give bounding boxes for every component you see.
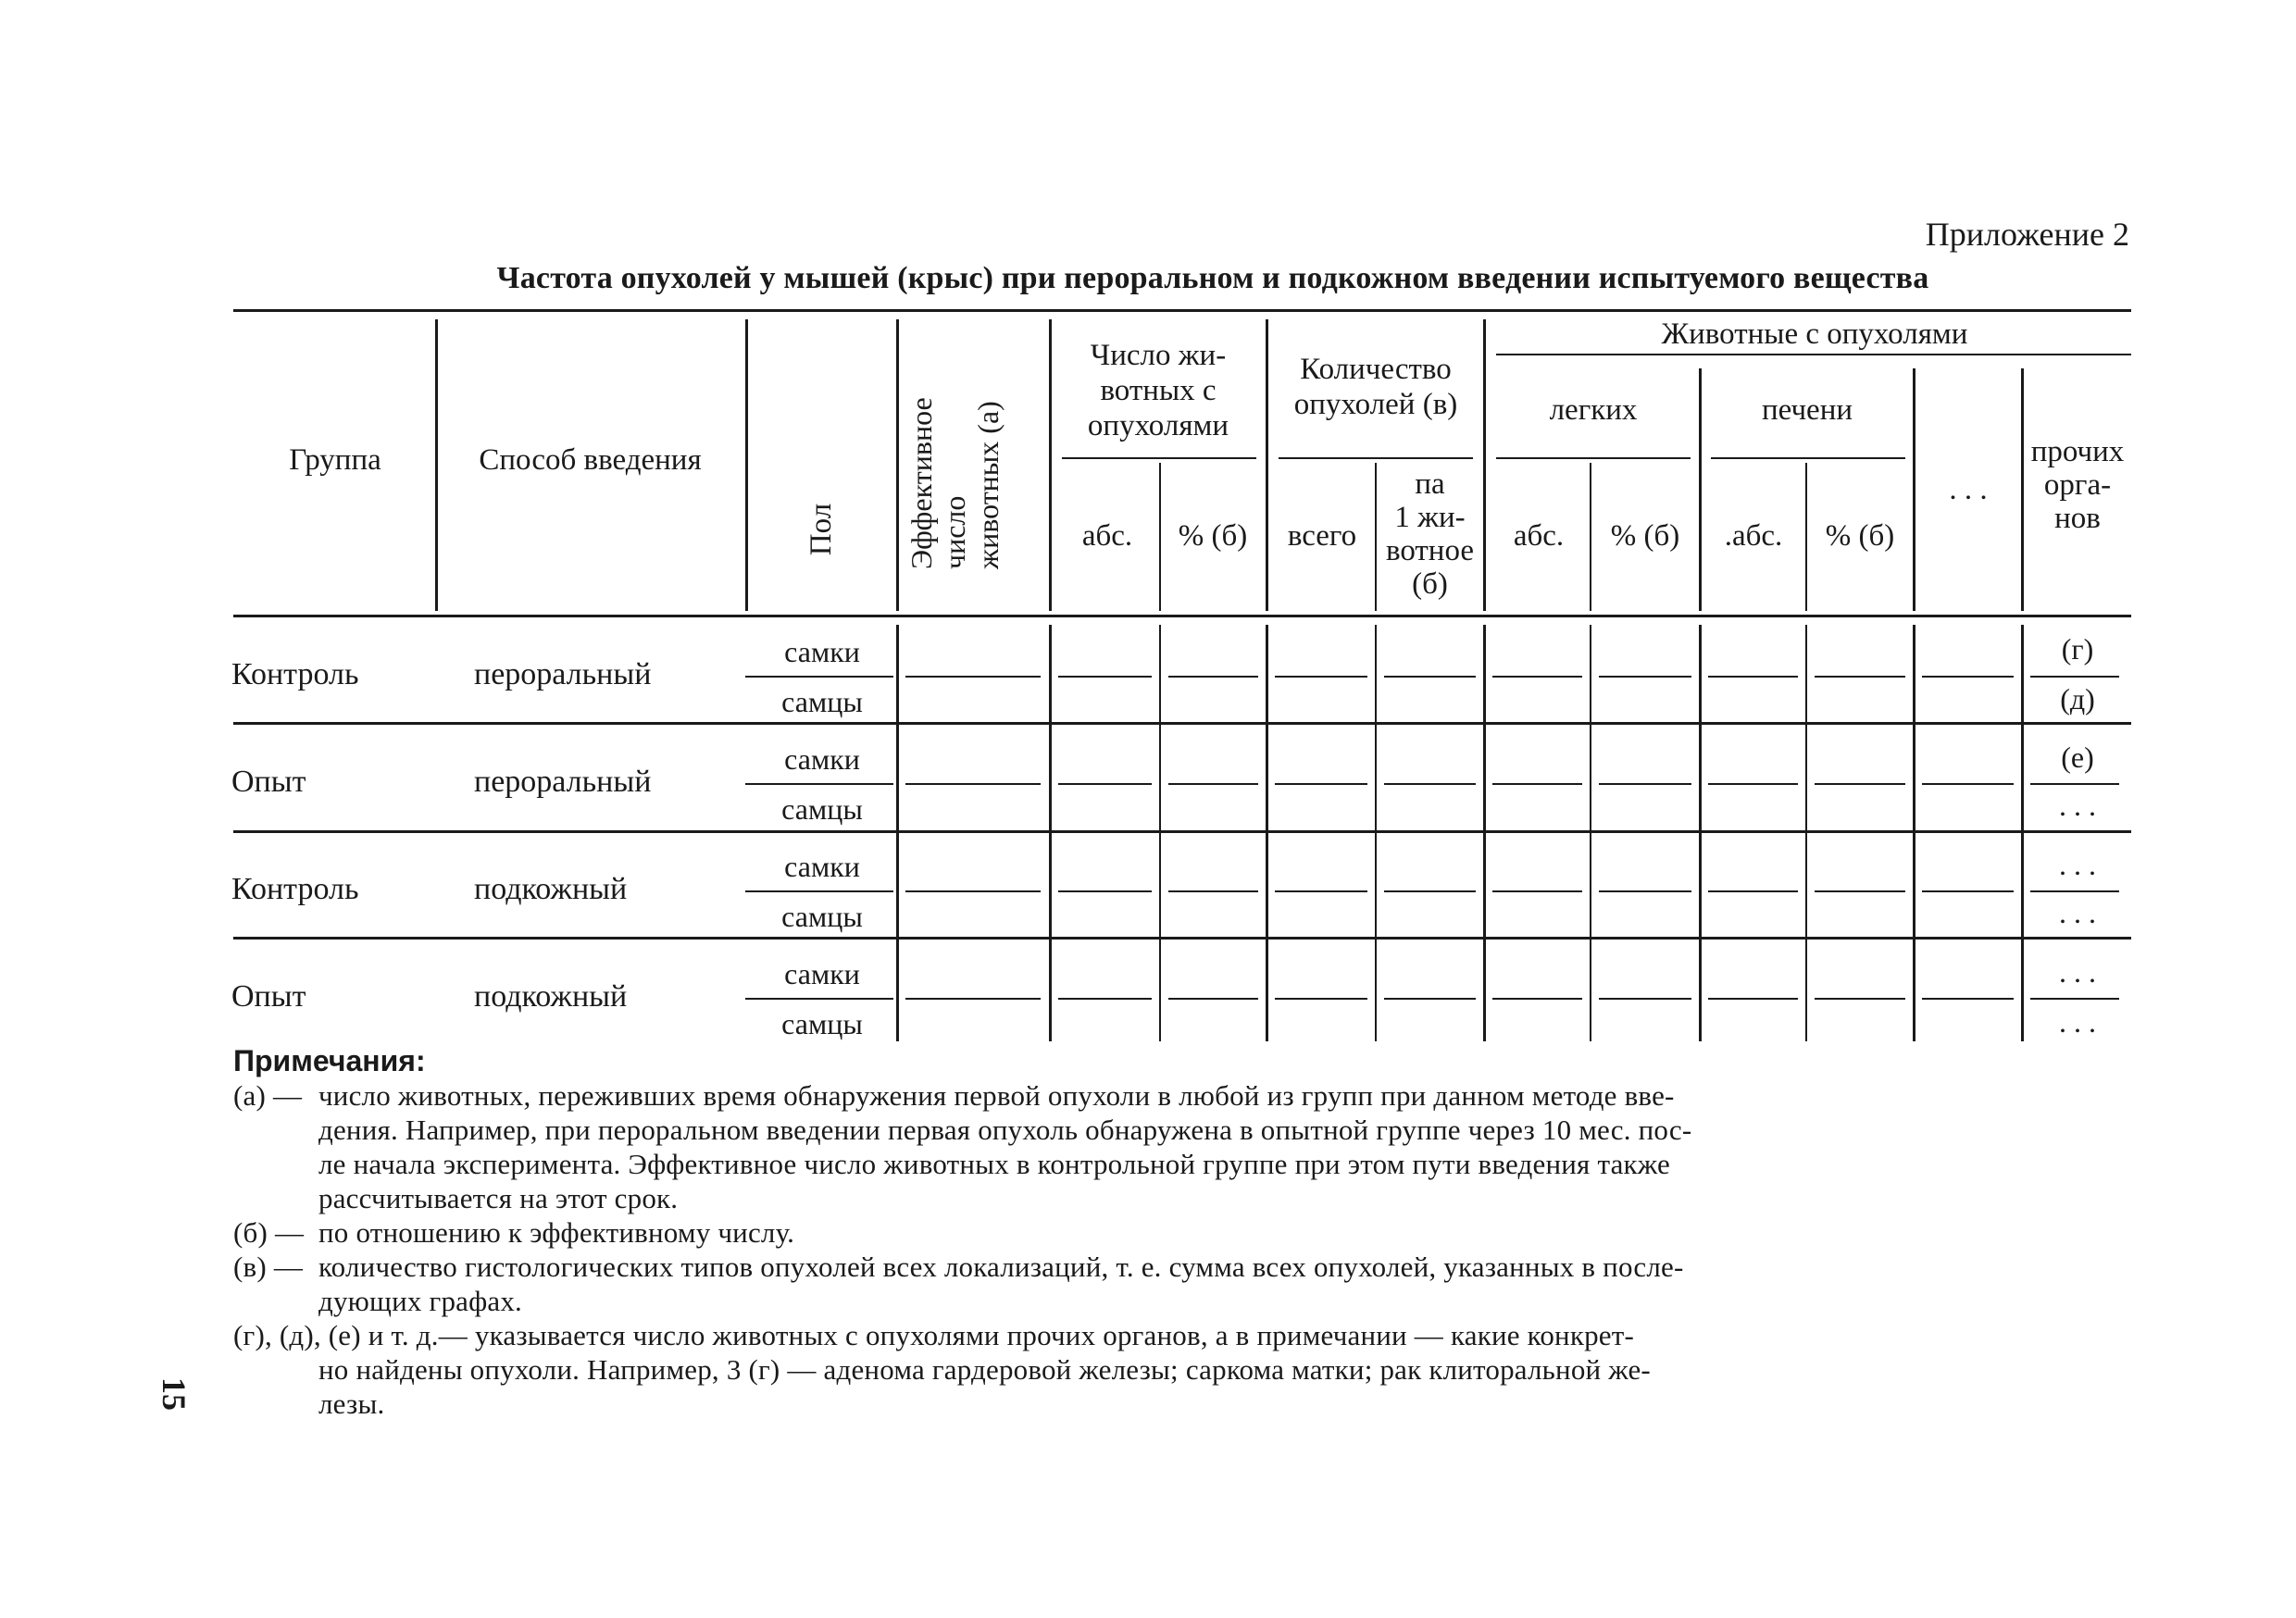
cell-dash <box>1815 676 1905 678</box>
hdr-vline <box>435 319 438 611</box>
cell-dash <box>1708 890 1798 892</box>
cell-dash <box>1275 890 1367 892</box>
hdr-animals-count <box>1055 338 1261 443</box>
cell-dash <box>1275 998 1367 1000</box>
hdr-effective-l2: число <box>938 495 971 569</box>
header-bottom-rule <box>233 615 2131 617</box>
cell-dash <box>1922 676 2014 678</box>
cell-dash <box>1168 890 1258 892</box>
cell-dash <box>1058 890 1152 892</box>
row2-method: пероральный <box>474 765 652 799</box>
row2-group: Опыт <box>231 765 306 799</box>
note-a-l4: рассчитывается на этот срок. <box>318 1182 679 1214</box>
hdr-vline <box>1913 368 1915 611</box>
hdr-method: Способ введения <box>479 443 702 477</box>
body-vline <box>1049 625 1052 1041</box>
cell-dash <box>1275 676 1367 678</box>
hdr-per-animal-l1: па <box>1415 467 1445 501</box>
cell-dash <box>905 783 1041 785</box>
hdr-tumor-count-l1: Количество <box>1300 353 1452 386</box>
hdr-abs-1: абс. <box>1081 519 1133 553</box>
row-separator <box>233 722 2131 725</box>
cell-dash <box>1815 998 1905 1000</box>
cell-dash <box>1058 676 1152 678</box>
hdr-vline <box>1049 319 1052 611</box>
hdr-effective-l3: животных (а) <box>971 401 1004 569</box>
cell-dash <box>1492 676 1582 678</box>
note-d-l3: лезы. <box>318 1388 385 1420</box>
cell-dash <box>1922 998 2014 1000</box>
note-a-l2: дения. Например, при пероральном введении первая опухоль обнаружена в опытной группе через 10 мес. пос- <box>318 1114 1692 1146</box>
hdr-other-l2: орга- <box>2043 468 2112 502</box>
cell-dash <box>1492 783 1582 785</box>
hdr-animals-count-l2: вотных с <box>1100 374 1217 407</box>
row1-other-male: (д) <box>2060 682 2095 716</box>
table-top-rule <box>233 309 2131 312</box>
hdr-tumor-count-l2: опухолей (в) <box>1293 388 1458 421</box>
hdr-animals-count-l1: Число жи- <box>1090 339 1227 372</box>
note-c <box>233 1251 1684 1284</box>
row1-group: Контроль <box>231 657 359 691</box>
row1-female: самки <box>784 635 860 668</box>
cell-dash <box>2030 783 2119 785</box>
body-vline <box>1159 625 1161 1041</box>
note-a-label: (а) — <box>233 1079 303 1112</box>
appendix-label: Приложение 2 <box>1925 216 2129 253</box>
cell-dash <box>1168 676 1258 678</box>
note-c-label: (в) — <box>233 1251 304 1283</box>
row3-male: самцы <box>781 900 863 933</box>
body-vline <box>2021 625 2024 1041</box>
note-b-l1: по отношению к эффективному числу. <box>318 1216 795 1249</box>
sex-divider <box>745 998 893 1000</box>
cell-dash <box>1384 676 1476 678</box>
row1-method: пероральный <box>474 657 652 691</box>
cell-dash <box>1599 783 1691 785</box>
sex-divider <box>745 676 893 678</box>
hdr-pct-lungs: % (б) <box>1610 519 1680 553</box>
cell-dash <box>1168 998 1258 1000</box>
row4-other-female: . . . <box>2059 955 2096 989</box>
cell-dash <box>1599 890 1691 892</box>
row3-female: самки <box>784 850 860 883</box>
note-b-label: (б) — <box>233 1216 305 1249</box>
notes-title: Примечания: <box>233 1044 426 1077</box>
cell-dash <box>2030 676 2119 678</box>
row3-other-female: . . . <box>2059 848 2096 881</box>
hdr-per-animal-l4: (б) <box>1412 567 1448 601</box>
hdr-group: Группа <box>289 443 381 477</box>
hdr-ellipsis: . . . <box>1949 473 1988 506</box>
sex-divider <box>745 890 893 892</box>
cell-dash <box>1708 998 1798 1000</box>
hdr-vline <box>1266 319 1268 611</box>
hdr-subrule <box>1279 457 1473 459</box>
cell-dash <box>905 676 1041 678</box>
hdr-subrule <box>1062 457 1256 459</box>
cell-dash <box>1058 783 1152 785</box>
hdr-subrule <box>1496 457 1691 459</box>
cell-dash <box>1922 890 2014 892</box>
hdr-per-animal-l2: 1 жи- <box>1394 501 1466 534</box>
cell-dash <box>2030 890 2119 892</box>
row1-male: самцы <box>781 685 863 718</box>
body-vline <box>1805 625 1807 1041</box>
row4-female: самки <box>784 957 860 990</box>
row-separator <box>233 830 2131 833</box>
hdr-sex: Пол <box>805 503 838 556</box>
sex-divider <box>745 783 893 785</box>
cell-dash <box>1599 676 1691 678</box>
table-title: Частота опухолей у мышей (крыс) при пероральном и подкожном введении испытуемого вещества <box>496 261 1929 295</box>
note-d-l1: (г), (д), (е) и т. д.— указывается число животных с опухолями прочих органов, а в примечании — какие конкрет- <box>233 1319 1635 1351</box>
hdr-other-l1: прочих <box>2030 435 2125 468</box>
row3-other-male: . . . <box>2059 896 2096 929</box>
body-vline <box>1483 625 1486 1041</box>
hdr-effective-l1: Эффективное <box>905 397 938 569</box>
hdr-animals-count-l3: опухолями <box>1087 409 1229 442</box>
row4-male: самцы <box>781 1007 863 1040</box>
cell-dash <box>1275 783 1367 785</box>
hdr-liver: печени <box>1761 393 1853 427</box>
row2-female: самки <box>784 742 860 776</box>
cell-dash <box>1815 890 1905 892</box>
row4-other-male: . . . <box>2059 1005 2096 1039</box>
hdr-other-organs <box>2024 435 2131 535</box>
cell-dash <box>1384 783 1476 785</box>
hdr-subrule <box>1711 457 1905 459</box>
body-vline <box>1913 625 1915 1041</box>
hdr-total: всего <box>1287 519 1357 553</box>
hdr-per-animal-l3: вотное <box>1385 534 1475 567</box>
cell-dash <box>1815 783 1905 785</box>
row2-other-male: . . . <box>2059 789 2096 822</box>
row-separator <box>233 937 2131 940</box>
row1-other-female: (г) <box>2061 632 2094 666</box>
hdr-vline <box>1699 368 1702 611</box>
page-number: 15 <box>156 1377 193 1411</box>
body-vline <box>1266 625 1268 1041</box>
hdr-abs-lungs: абс. <box>1513 519 1565 553</box>
body-vline <box>1375 625 1377 1041</box>
hdr-lungs: легких <box>1549 393 1638 427</box>
hdr-animals-with-tumors: Животные с опухолями <box>1661 317 1968 351</box>
cell-dash <box>905 998 1041 1000</box>
note-c-l2: дующих графах. <box>318 1285 523 1317</box>
note-a-l3: ле начала эксперимента. Эффективное число животных в контрольной группе при этом пути введения также <box>318 1148 1670 1180</box>
hdr-subrule <box>1496 354 2131 355</box>
cell-dash <box>1922 783 2014 785</box>
hdr-effective <box>905 384 1043 569</box>
cell-dash <box>905 890 1041 892</box>
cell-dash <box>1058 998 1152 1000</box>
body-vline <box>896 625 899 1041</box>
row2-male: самцы <box>781 792 863 826</box>
cell-dash <box>1168 783 1258 785</box>
row2-other-female: (е) <box>2061 741 2094 774</box>
row3-group: Контроль <box>231 872 359 906</box>
row3-method: подкожный <box>474 872 628 906</box>
hdr-pct-1: % (б) <box>1178 519 1248 553</box>
cell-dash <box>2030 998 2119 1000</box>
cell-dash <box>1492 890 1582 892</box>
hdr-tumor-count <box>1272 352 1479 422</box>
cell-dash <box>1599 998 1691 1000</box>
hdr-vline <box>1483 319 1486 611</box>
note-d-l2: но найдены опухоли. Например, 3 (г) — аденома гардеровой железы; саркома матки; рак клиторальной же- <box>318 1353 1651 1386</box>
note-a-l1: число животных, переживших время обнаружения первой опухоли в любой из групп при данном методе вве- <box>318 1079 1675 1112</box>
row4-group: Опыт <box>231 979 306 1014</box>
cell-dash <box>1492 998 1582 1000</box>
hdr-other-l3: нов <box>2054 502 2101 535</box>
row4-method: подкожный <box>474 979 628 1014</box>
hdr-pct-liver: % (б) <box>1825 519 1895 553</box>
cell-dash <box>1708 676 1798 678</box>
note-c-l1: количество гистологических типов опухолей всех локализаций, т. е. сумма всех опухолей, указанных в после- <box>318 1251 1684 1283</box>
cell-dash <box>1384 998 1476 1000</box>
hdr-abs-liver: .абс. <box>1724 519 1783 553</box>
body-vline <box>1590 625 1591 1041</box>
cell-dash <box>1384 890 1476 892</box>
hdr-per-animal <box>1377 467 1483 601</box>
body-vline <box>1699 625 1702 1041</box>
note-b <box>233 1216 794 1250</box>
hdr-vline <box>745 319 748 611</box>
note-a <box>233 1079 1675 1113</box>
cell-dash <box>1708 783 1798 785</box>
hdr-vline <box>896 319 899 611</box>
